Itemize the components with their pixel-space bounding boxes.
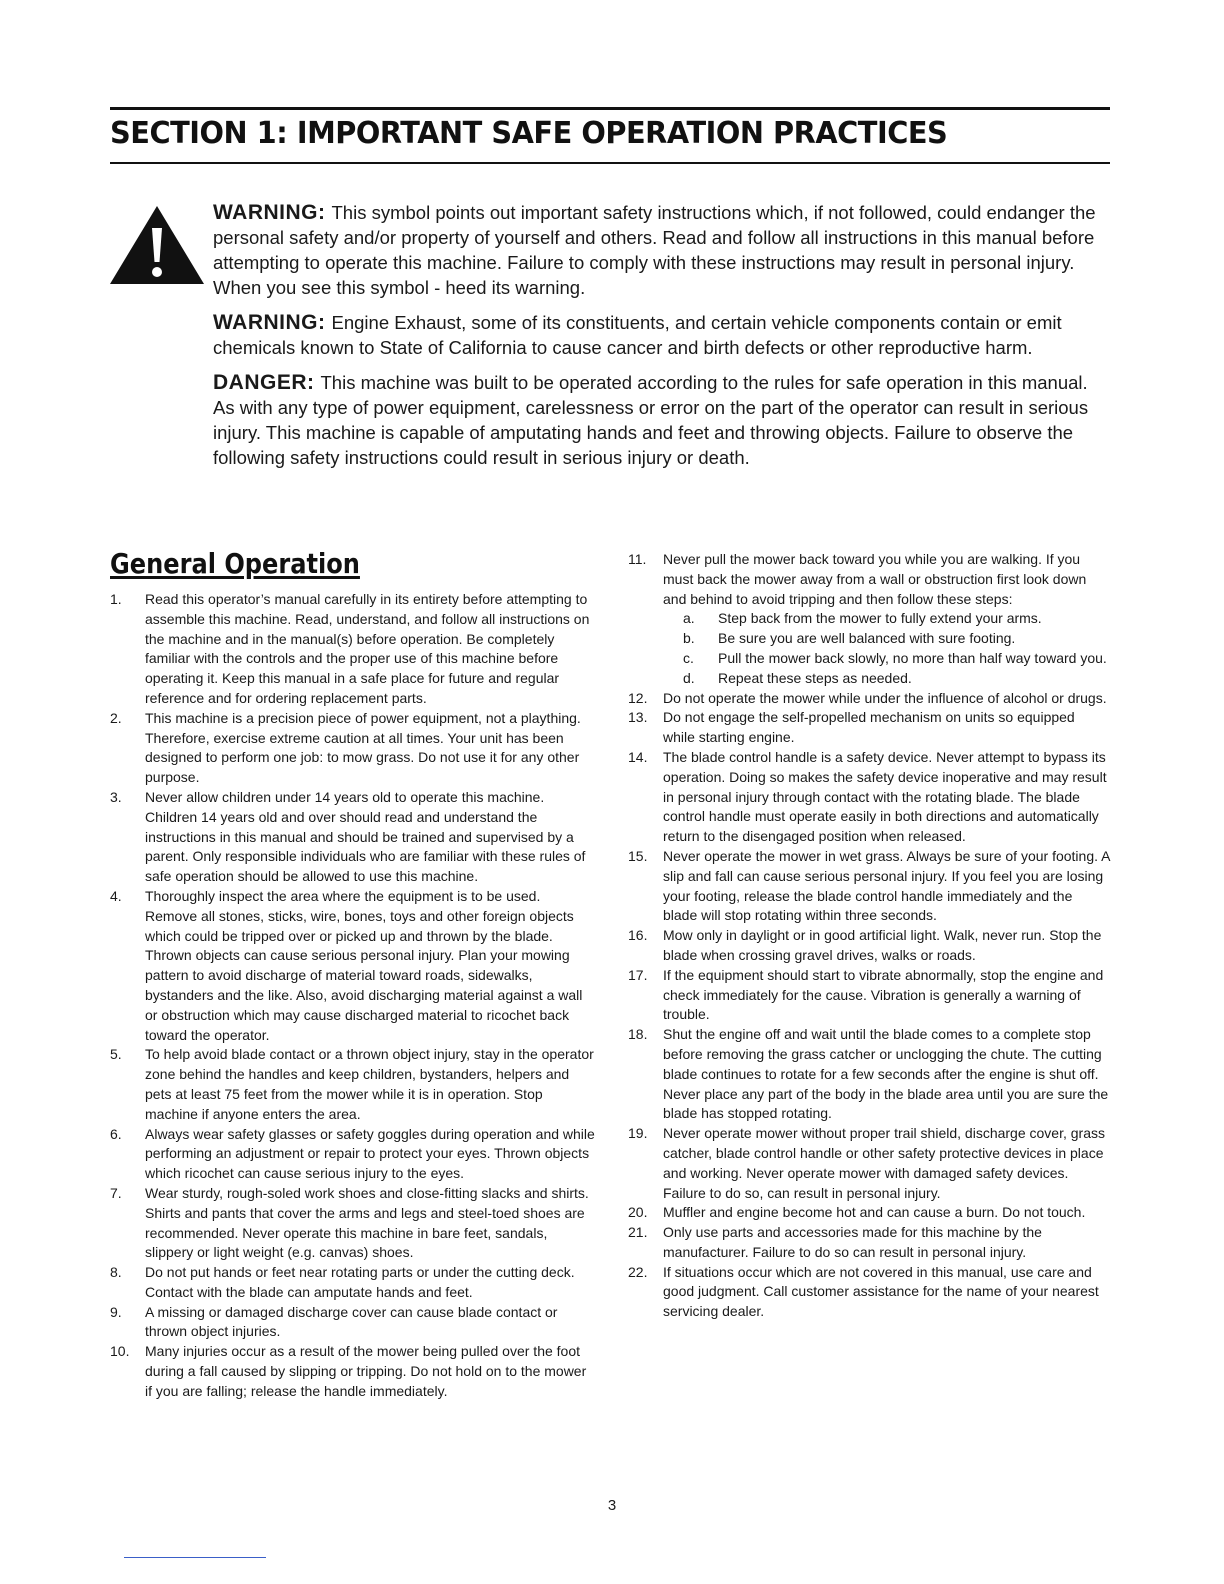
list-item (110, 788, 595, 887)
sub-step (663, 649, 1110, 669)
item-text: Mow only in daylight or in good artificial light. Walk, never run. Stop the blade when crossing gravel drives, walks or roads. (663, 927, 1102, 963)
list-item (628, 847, 1110, 926)
item-number: 17. (628, 966, 648, 983)
general-operation-heading: General Operation (110, 547, 360, 580)
item-text: Do not operate the mower while under the influence of alcohol or drugs. (663, 689, 1107, 706)
sub-step (663, 609, 1110, 629)
item-text: Read this operator’s manual carefully in its entirety before attempting to assemble this machine. Read, understand, and follow all instructions on the machine and in the manual(s) before operation. Be completely familiar with the controls and the proper use of this machine before operating it. Keep this manual in a safe place for future and regular reference and for ordering replacement parts. (145, 591, 590, 706)
item-text: Only use parts and accessories made for this machine by the manufacturer. Failure to do so can result in personal injury. (663, 1224, 1042, 1260)
list-item (628, 1124, 1110, 1203)
footer-link-line (124, 1557, 266, 1558)
item-number: 6. (110, 1125, 122, 1142)
notice-keyword: WARNING: (213, 311, 326, 334)
sub-steps (663, 609, 1110, 688)
item-text: Never operate the mower in wet grass. Always be sure of your footing. A slip and fall can cause serious personal injury. If you feel you are losing your footing, release the blade control handle immediately and the blade will stop rotating within three seconds. (663, 847, 1110, 924)
sub-step-letter: b. (683, 630, 695, 647)
sub-step (663, 629, 1110, 649)
list-item (628, 1203, 1110, 1223)
general-operation-list-left (110, 590, 595, 1402)
notice-warning-symbol (213, 200, 1108, 300)
list-item (110, 1263, 595, 1303)
item-number: 12. (628, 689, 648, 706)
item-number: 21. (628, 1224, 648, 1241)
item-number: 4. (110, 887, 122, 904)
item-text: Do not put hands or feet near rotating parts or under the cutting deck. Contact with the blade can amputate hands and feet. (145, 1264, 575, 1300)
item-text: If situations occur which are not covered in this manual, use care and good judgment. Call customer assistance for the name of your nearest servicing dealer. (663, 1263, 1099, 1320)
item-number: 15. (628, 847, 648, 864)
item-text: Shut the engine off and wait until the blade comes to a complete stop before removing the grass catcher or unclogging the chute. The cutting blade continues to rotate for a few seconds after the engine is shut off. Never place any part of the body in the blade area until you are sure the blade has stopped rotating. (663, 1026, 1109, 1122)
item-number: 10. (110, 1343, 130, 1360)
sub-step (663, 669, 1110, 689)
list-item (628, 1263, 1110, 1322)
notice-text: Engine Exhaust, some of its constituents, and certain vehicle components contain or emit chemicals known to State of California to cause cancer and birth defects or other reproductive harm. (213, 312, 1062, 358)
list-item (110, 1045, 595, 1124)
general-operation-list-right (628, 550, 1110, 1322)
list-item (628, 1223, 1110, 1263)
item-number: 14. (628, 748, 648, 765)
item-number: 11. (628, 551, 647, 567)
list-item (110, 1303, 595, 1343)
notice-text: This symbol points out important safety instructions which, if not followed, could endanger the personal safety and/or property of yourself and others. Read and follow all instructions in this manual before attempting to operate this machine. Failure to comply with these instructions may result in personal injury. When you see this symbol - heed its warning. (213, 202, 1096, 298)
item-text: If the equipment should start to vibrate abnormally, stop the engine and check immediately for the cause. Vibration is generally a warning of trouble. (663, 966, 1104, 1023)
item-text: Never allow children under 14 years old to operate this machine. Children 14 years old and over should read and understand the instructions in this manual and should be trained and supervised by a parent. Only responsible individuals who are familiar with these rules of safe operation should be allowed to use this machine. (145, 788, 586, 885)
item-text: The blade control handle is a safety device. Never attempt to bypass its operation. Doing so makes the safety device inoperative and may result in personal injury through contact with the rotating blade. The blade control handle must operate easily in both directions and automatically return to the disengaged position when released. (663, 748, 1107, 845)
sub-step-letter: d. (683, 669, 695, 686)
notice-keyword: WARNING: (213, 201, 326, 224)
item-text: Many injuries occur as a result of the mower being pulled over the foot during a fall caused by slipping or tripping. Do not hold on to the mower if you are falling; release the handle immediately. (145, 1343, 587, 1399)
item-text: This machine is a precision piece of power equipment, not a plaything. Therefore, exercise extreme caution at all times. Your unit has been designed to perform one job: to mow grass. Do not use it for any other purpose. (145, 709, 581, 786)
sub-step-letter: a. (683, 610, 695, 627)
list-item (110, 590, 595, 709)
list-item (628, 966, 1110, 1025)
item-number: 13. (628, 709, 648, 726)
section-title: SECTION 1: IMPORTANT SAFE OPERATION PRACTICES (110, 116, 948, 151)
item-text: Thoroughly inspect the area where the equipment is to be used. Remove all stones, sticks, wire, bones, toys and other foreign objects which could be tripped over or picked up and thrown by the blade. Thrown objects can cause serious personal injury. Plan your mowing pattern to avoid discharge of material toward roads, sidewalks, bystanders and the like. Also, avoid discharging material against a wall or obstruction which may cause discharged material to ricochet back toward the operator. (145, 887, 583, 1043)
item-number: 20. (628, 1204, 648, 1221)
list-item (110, 887, 595, 1045)
item-text: To help avoid blade contact or a thrown object injury, stay in the operator zone behind the handles and keep children, bystanders, helpers and pets at least 75 feet from the mower while it is in operation. Stop machine if anyone enters the area. (145, 1046, 594, 1122)
sub-step-text: Pull the mower back slowly, no more than half way toward you. (718, 649, 1107, 666)
item-number: 1. (110, 591, 122, 607)
item-number: 18. (628, 1026, 648, 1043)
list-item (628, 926, 1110, 966)
item-text: A missing or damaged discharge cover can cause blade contact or thrown object injuries. (145, 1303, 558, 1340)
item-text: Do not engage the self-propelled mechanism on units so equipped while starting engine. (663, 709, 1075, 746)
notice-danger (213, 370, 1108, 470)
page-number: 3 (607, 1497, 617, 1514)
list-item (628, 689, 1110, 709)
list-item (628, 748, 1110, 847)
sub-step-text: Be sure you are well balanced with sure footing. (718, 630, 1016, 647)
list-item (628, 708, 1110, 748)
item-number: 2. (110, 709, 122, 726)
item-number: 22. (628, 1263, 648, 1280)
notice-warning-exhaust (213, 310, 1108, 360)
item-number: 9. (110, 1303, 122, 1320)
list-item (110, 709, 595, 788)
item-number: 3. (110, 788, 122, 805)
warning-triangle-icon (108, 204, 206, 286)
sub-step-text: Step back from the mower to fully extend your arms. (718, 610, 1042, 627)
item-number: 16. (628, 927, 648, 944)
right-column (628, 550, 1110, 1322)
sub-step-letter: c. (683, 649, 694, 666)
list-item (110, 1184, 595, 1263)
list-item (628, 1025, 1110, 1124)
item-text: Wear sturdy, rough-soled work shoes and close-fitting slacks and shirts. Shirts and pants that cover the arms and legs and steel-toed shoes are recommended. Never operate this machine in bare feet, sandals, slippery or light weight (e.g. canvas) shoes. (145, 1184, 589, 1261)
item-text: Never operate mower without proper trail shield, discharge cover, grass catcher, blade control handle or other safety protective devices in place and working. Never operate mower with damaged safety devices. Failure to do so, can result in personal injury. (663, 1125, 1105, 1201)
notice-keyword: DANGER: (213, 371, 315, 394)
left-column (110, 546, 595, 1402)
top-rule (110, 107, 1110, 110)
item-number: 7. (110, 1184, 122, 1201)
item-number: 5. (110, 1046, 122, 1063)
item-text: Never pull the mower back toward you while you are walking. If you must back the mower away from a wall or obstruction first look down and behind to avoid tripping and then follow these steps: (663, 551, 1087, 607)
sub-step-text: Repeat these steps as needed. (718, 669, 912, 686)
title-bottom-rule (110, 162, 1110, 164)
list-item (110, 1125, 595, 1184)
safety-notices (213, 200, 1108, 480)
item-number: 19. (628, 1125, 648, 1142)
item-text: Muffler and engine become hot and can cause a burn. Do not touch. (663, 1204, 1086, 1221)
list-item (110, 1342, 595, 1401)
item-number: 8. (110, 1264, 122, 1281)
item-text: Always wear safety glasses or safety goggles during operation and while performing an adjustment or repair to protect your eyes. Thrown objects which ricochet can cause serious injury to the eyes. (145, 1125, 595, 1182)
list-item (628, 550, 1110, 689)
notice-text: This machine was built to be operated according to the rules for safe operation in this manual. As with any type of power equipment, carelessness or error on the part of the operator can result in serious injury. This machine is capable of amputating hands and feet and throwing objects. Failure to observe the following safety instructions could result in serious injury or death. (213, 372, 1089, 468)
